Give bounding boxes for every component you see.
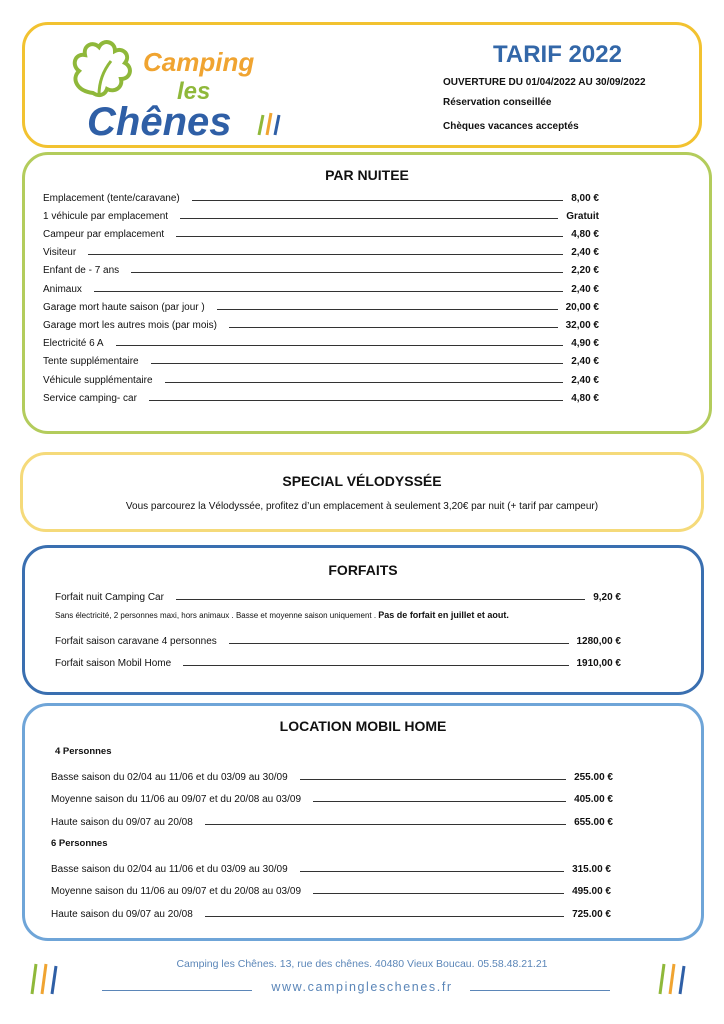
row-label: Tente supplémentaire [43,356,139,368]
row-price: 495.00 € [572,886,611,897]
leader-line [313,893,564,894]
leader-line [300,871,564,872]
leader-line [313,801,566,802]
row-price: 8,00 € [571,192,599,204]
row-label: 1 véhicule par emplacement [43,210,169,222]
price-row-camping-car [55,590,621,604]
row-price: 725.00 € [572,908,611,920]
row-label: Moyenne saison du 11/06 au 09/07 et du 20/08 au 03/09 [51,794,302,805]
svg-text:Chênes: Chênes [87,100,232,141]
price-row [51,793,613,807]
price-row [43,191,599,205]
price-row [43,282,599,296]
velodyssee-panel [20,452,704,532]
opening-dates: OUVERTURE DU 01/04/2022 AU 30/09/2022 [443,77,646,88]
row-label: Basse saison du 02/04 au 11/06 et du 03/09 au 30/09 [51,863,288,875]
row-price: 1280,00 € [576,635,621,647]
leader-line [217,309,558,310]
mobile-home-panel [22,703,704,941]
price-row [51,862,611,876]
leader-line [205,916,564,917]
row-label: Garage mort les autres mois (par mois) [43,319,217,331]
row-label: Forfait nuit Camping Car [55,591,164,603]
leader-line [131,272,563,273]
row-label: Visiteur [43,247,77,259]
price-row [51,907,611,921]
conditions-text: Sans électricité, 2 personnes maxi, hors animaux . Basse et moyenne saison uniquement . [55,611,377,620]
row-price: 2,40 € [571,247,599,259]
row-label: Electricité 6 A [43,338,104,350]
price-row [43,391,599,405]
row-price: 315.00 € [572,863,611,875]
row-label: Forfait saison Mobil Home [55,657,172,669]
camping-les-chenes-logo [59,35,299,141]
leader-line [149,400,563,401]
row-price: 4,80 € [571,228,599,240]
price-row [43,264,599,278]
price-row [43,355,599,369]
tariff-title: TARIF 2022 [493,41,622,68]
row-label: Enfant de - 7 ans [43,265,120,277]
row-label: Animaux [43,283,82,295]
row-price: 20,00 € [565,301,599,313]
row-label: Service camping- car [43,392,137,404]
header-panel [22,22,702,148]
per-night-title: PAR NUITEE [325,167,409,183]
svg-text:les: les [177,78,211,105]
price-row [43,246,599,260]
row-price: 2,40 € [571,356,599,368]
reservation-note: Réservation conseillée [443,97,552,108]
svg-text:Camping: Camping [143,47,255,77]
row-label: Basse saison du 02/04 au 11/06 et du 03/09 au 30/09 [51,771,288,783]
row-price: 4,90 € [571,338,599,350]
velodyssee-offer-text: Vous parcourez la Vélodyssée, profitez d’un emplacement à seulement 3,20€ par nuit (+ tarif par campeur) [125,501,599,512]
row-price: 1910,00 € [576,657,621,669]
row-price: Gratuit [566,210,599,222]
price-row [55,656,621,670]
row-label: Emplacement (tente/caravane) [43,192,180,204]
row-label: Véhicule supplémentaire [43,374,153,386]
price-row [51,815,613,829]
footer-website-link[interactable]: www.campingleschenes.fr [271,980,453,994]
conditions-bold-text: Pas de forfait en juillet et aout. [378,610,509,620]
leader-line [116,345,564,346]
row-price: 9,20 € [593,591,621,603]
mobile-home-title: LOCATION MOBIL HOME [279,718,447,734]
price-row [43,300,599,314]
per-night-panel [22,152,712,434]
packages-panel [22,545,704,695]
vouchers-note: Chèques vacances acceptés [443,121,579,132]
leader-line [165,382,564,383]
leader-line [300,779,566,780]
leader-line [183,665,568,666]
row-label: Haute saison du 09/07 au 20/08 [51,816,193,828]
row-label: Forfait saison caravane 4 personnes [55,635,217,647]
row-price: 2,20 € [571,265,599,277]
group-4-persons-label: 4 Personnes [55,746,112,757]
group-6-persons-label: 6 Personnes [51,838,108,849]
price-row [55,634,621,648]
row-label: Campeur par emplacement [43,228,165,240]
leader-line [229,327,558,328]
leader-line [176,599,585,600]
row-price: 32,00 € [565,319,599,331]
price-row [43,318,599,332]
footer-address: Camping les Chênes. 13, rue des chênes. 40480 Vieux Boucau. 05.58.48.21.21 [176,958,548,970]
row-label: Haute saison du 09/07 au 20/08 [51,908,193,920]
leader-line [88,254,563,255]
price-row [43,227,599,241]
row-label: Moyenne saison du 11/06 au 09/07 et du 20/08 au 03/09 [51,886,302,897]
leader-line [176,236,563,237]
price-row [51,770,613,784]
leader-line [94,291,563,292]
row-price: 405.00 € [574,794,613,805]
row-price: 4,80 € [571,392,599,404]
camping-car-conditions [55,610,509,620]
row-price: 2,40 € [571,283,599,295]
row-label: Garage mort haute saison (par jour ) [43,301,205,313]
price-row [43,373,599,387]
row-price: 2,40 € [571,374,599,386]
row-price: 255.00 € [574,771,613,783]
leader-line [180,218,558,219]
leader-line [229,643,569,644]
leader-line [151,363,564,364]
price-row [43,337,599,351]
leader-line [192,200,563,201]
packages-title: FORFAITS [328,562,398,578]
velodyssee-title: SPECIAL VÉLODYSSÉE [282,473,442,489]
price-row [43,209,599,223]
price-row [51,885,611,899]
row-price: 655.00 € [574,816,613,828]
leader-line [205,824,566,825]
